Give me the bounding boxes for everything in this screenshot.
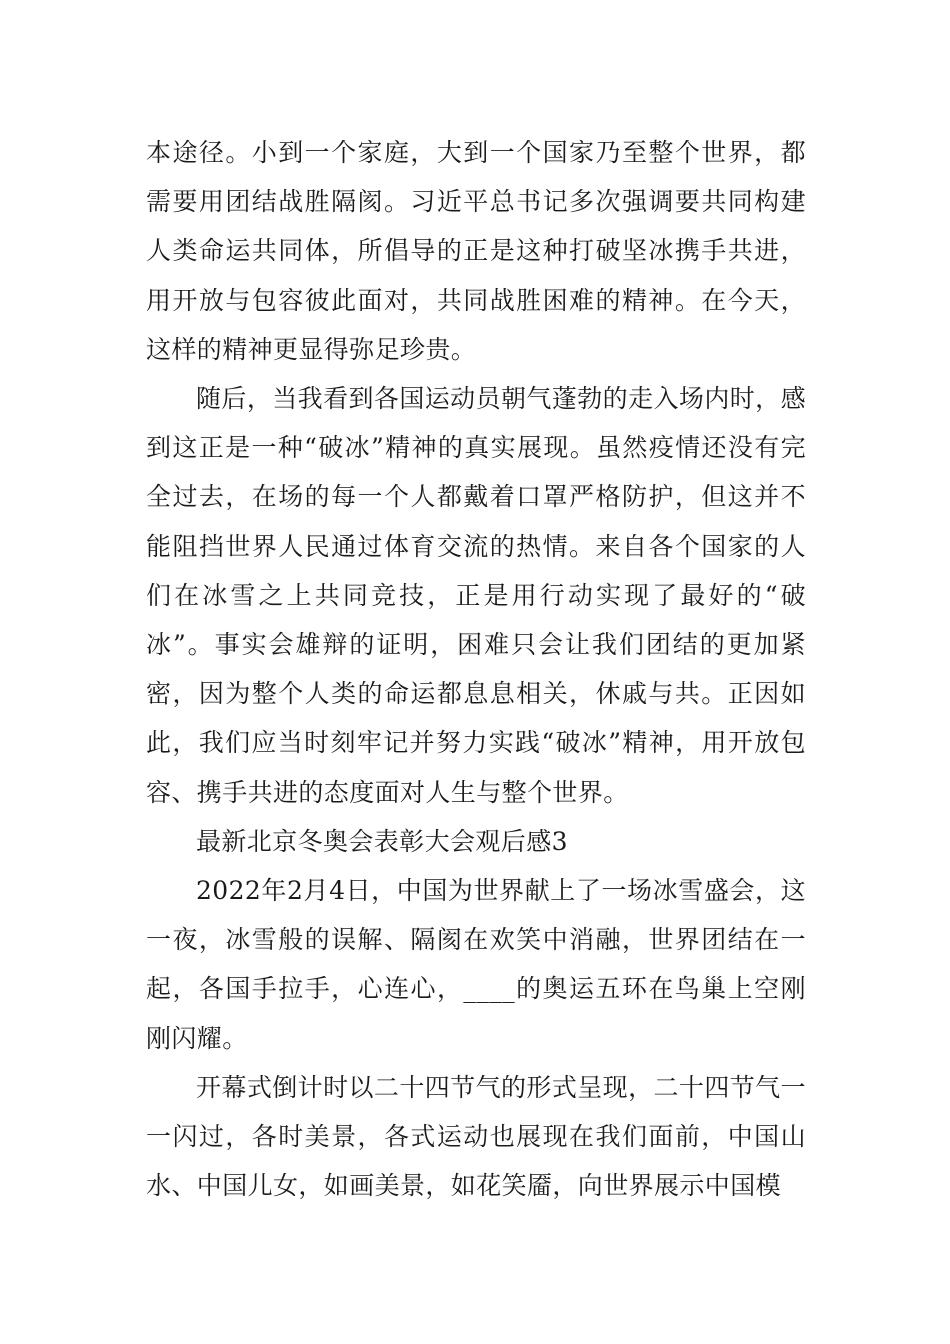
document-body	[146, 128, 806, 1210]
section-heading: 最新北京冬奥会表彰大会观后感3	[196, 826, 568, 856]
paragraph-countdown: 开幕式倒计时以二十四节气的形式呈现，二十四节气一一闪过，各时美景，各式运动也展现在我们面前，中国山水、中国儿女，如画美景，如花笑靥，向世界展示中国模	[146, 1072, 806, 1201]
paragraph-opening-date: 2022年2月4日，中国为世界献上了一场冰雪盛会，这一夜，冰雪般的误解、隔阂在欢笑中消融，世界团结在一起，各国手拉手，心连心，____的奥运五环在鸟巢上空刚刚闪耀。	[146, 876, 806, 1053]
paragraph-continuation: 本途径。小到一个家庭，大到一个国家乃至整个世界，都需要用团结战胜隔阂。习近平总书记多次强调要共同构建人类命运共同体，所倡导的正是这种打破坚冰携手共进，用开放与包容彼此面对，共同战胜困难的精神。在今天，这样的精神更显得弥足珍贵。	[146, 138, 806, 364]
paragraph-ice-breaking-spirit: 随后，当我看到各国运动员朝气蓬勃的走入场内时，感到这正是一种“破冰”精神的真实展现。虽然疫情还没有完全过去，在场的每一个人都戴着口罩严格防护，但这并不能阻挡世界人民通过体育交流的热情。来自各个国家的人们在冰雪之上共同竞技，正是用行动实现了最好的“破冰”。事实会雄辩的证明，困难只会让我们团结的更加紧密，因为整个人类的命运都息息相关，休戚与共。正因如此，我们应当时刻牢记并努力实践“破冰”精神，用开放包容、携手共进的态度面对人生与整个世界。	[146, 384, 806, 807]
